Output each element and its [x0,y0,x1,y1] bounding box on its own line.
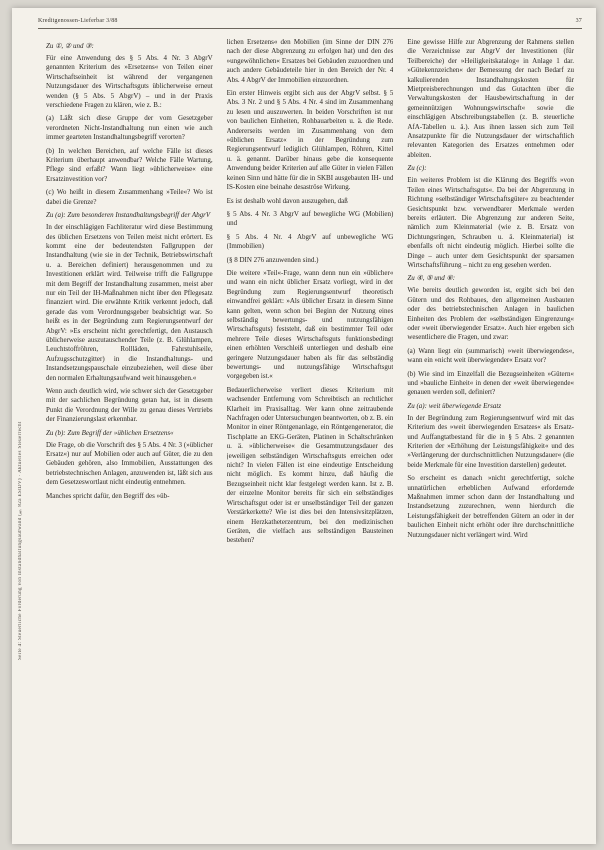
paragraph: Ein erster Hinweis ergibt sich aus der AbgrV selbst. § 5 Abs. 3 Nr. 2 und § 5 Abs. 4 Nr. 4 sind im Zusammenhang zu lesen und auszuwerten. In beiden Vorschriften ist nur von baulichen Einheiten, Rohbauarbeiten u. ä. die Rede. Andererseits werden im Zusammenhang von dem »üblichen Ersatz« in der Begründung zum Regierungsentwurf lediglich Glühlampen, Röhren, Kittel u. ä. genannt. Darüber hinaus gebe die konsequente Anwendung beider Kriterien auf alle Güter in vielen Fällen keinen Sinn und hätte für die in SKBI ausgebauten IH- und IS-Kosten eine beinahe desaströse Wirkung. [226,89,394,192]
paragraph: Ein weiteres Problem ist die Klärung des Begriffs »von Teilen eines Wirtschaftsguts«. Da bei der Abgrenzung in Richtung »selbständiger Wirtschaftsgüter« zu beachtender Gesichtspunkt bzw. verwendbarer Merkmale werden bereits erläutert. Die Abgrenzung zur anderen Seite, nämlich zum Kleinmaterial (wie z. B. Ersatz von Dichtungsringen, Schrauben u. ä. Kleinmaterial) ist ebenfalls oft nicht eindeutig möglich. Hierbei sollte die Dinge – auch unter dem Gesichtspunkt der sparsamen Wirtschaftsführung – nicht zu eng gesehen werden. [407,176,574,269]
running-head-title: Kreditgenossen-Lieferbar 3/88 [38,18,118,24]
paragraph: Die Frage, ob die Vorschrift des § 5 Abs. 4 Nr. 3 (»üblicher Ersatz«) nur auf Mobilien oder auch auf Güter, die zu den Gebäuden gehören, also Immobilien, Ausstattungen des betriebstechnischen Anlagen, anzuwenden ist, läßt sich aus dem Gesetzeswortlaut nicht eindeutig entnehmen. [46,440,213,487]
paragraph: Bedauerlicherweise verliert dieses Kriterium mit wachsender Entfernung vom Schreibtisch an rechtlicher Klarheit im Praxisalltag. Wer kann ohne zeitraubende Nachfragen oder Untersuchungen beantworten, ob z. B. ein Monitor in einer Röntgenanlage, ein Röntgengenerator, die Tischplatte an EKG-Geräten, Platinen in Schaltschränken u. ä. »üblicherweise« die Gesamtnutzungsdauer des jeweiligen selbständigen Wirtschaftsguts erreichen oder nicht? In vielen Fällen ist eine eindeutige Entscheidung nicht möglich. Es kommt hinzu, daß häufig die Bezugseinheit nicht klar festgelegt werden kann. Ist z. B. der einzelne Monitor bereits für sich ein selbständiges Wirtschaftsgut oder ist er unselbständiger Teil der ganzen Verstärkerkette? Wie ist dies bei den Intensivsitzplätzen, einem Herzkatheterzentrum, bei den medizinischen Geräten, die vielfach aus selbständigen Bausteinen bestehen? [226,385,394,545]
paragraph: Manches spricht dafür, den Begriff des »üb- [46,491,170,500]
list-item: (b) Wie sind im Einzelfall die Bezugseinheiten »Gütern« und »bauliche Einheit« in denen der »weit überwiegende« genauen werden soll, definiert? [407,369,574,397]
paragraph: Es ist deshalb wohl davon auszugehen, daß [226,196,348,205]
section-heading: Zu (a): Zum besonderen Instandhaltungsbegriff der AbgrV [46,211,211,220]
section-heading: Zu (c): [407,164,427,173]
column-2 [227,38,394,826]
list-item: (c) Wo heißt in diesem Zusammenhang »Teile«? Wo ist dabei die Grenze? [46,188,213,206]
running-head [38,18,582,24]
paragraph: Die weitere »Teil«-Frage, wann denn nun ein »üblicher« und wann ein nicht üblicher Ersatz vorliegt, wird in der Begründung zum Regierungsentwurf theoretisch einwandfrei geklärt: »Als üblicher Ersatz in diesem Sinne kann gelten, wenn schon bei Beginn der Nutzung eines selbständig bewertungs- und nutzungsfähigen Wirtschaftsguts) feststeht, daß ein bestimmter Teil oder mehrere Teile dieses Wirtschaftsguts funktionsbedingt einen erhöhten Verschleiß unterliegen und deshalb eine geringere Nutzungsdauer haben als für das selbständig bewertungs- und nutzungsfähige Wirtschaftsgut vorgegeben ist.« [226,268,394,381]
paragraph: In der einschlägigen Fachliteratur wird diese Bestimmung des üblichen Ersetzens von Teilen meist nicht erörtert. Es kommt eine der bedeutendsten Fallgruppen der Instandhaltung (wie sie in der Technik, Betriebswirtschaft u. a. Bereichen definiert) herausgenommen und zu Investitionen erklärt wird. Teilweise trifft die Fallgruppe mit dem Begriff der Instandhaltung zusammen, meist aber nur ein Teil der IH-Maßnahmen nicht über den Pflegesatz finanziert wird. Die erwähnte Kritik verkennt jedoch, daß gerade das vom Verordnungsgeber beabsichtigt war. So heißt es in der Begründung zum Regierungsentwurf der AbgrV: »Es erscheint nicht gerechtfertigt, den Austausch üblicherweise auszutauschender Teile (z. B. Glühlampen, Leuchtstoffröhren, Rollläden, Fahrstuhlseile, Aufzugsschutzgitter) in die Instandhaltungs- und Instandsetzungspauschale einzubeziehen, weil diese über den normalen Erhaltungsaufwand weit hinausgehen.« [46,223,213,382]
paragraph: lichen Ersetzens« den Mobilien (im Sinne der DIN 276 nach der diese Abgrenzung zu erfolgen hat) und den des »ungewöhnlichen« Ersatzes bei Gebäuden zuzuordnen und auch andere Gebäudeteile hier in den Bereich der Nr. 4 Abs. 4 AbgrV der Immobilien einzuordnen. [226,38,394,84]
section-heading: Zu ④, ⑤ und ⑥: [407,274,456,283]
paragraph: Für eine Anwendung des § 5 Abs. 4 Nr. 3 AbgrV genannten Kriterium des »Ersetzens« von Teilen einer Wirtschaftseinheit ist während der vergangenen Nutzungsdauer des Wirtschaftsguts üblicherweise erneut wenden (§ 5 Abs. 5 AbgrV) – und in der Praxis verschiedene Fragen zu klären, wie z. B.: [46,54,213,110]
list-item: (b) In welchen Bereichen, auf welche Fälle ist dieses Kriterium überhaupt anwendbar? Welche Fälle Wartung, Pflege sind erfaßt? Wann liegt »üblicherweise« eine Ersatzinvestition vor? [46,146,213,183]
page-number: 37 [575,18,582,24]
list-item: (a) Läßt sich diese Gruppe der vom Gesetzgeber verordneten Nicht-Instandhaltung nun einen wie auch immer gearteten Instandhaltungsbegriff verorten? [46,114,213,142]
paragraph: In der Begründung zum Regierungsentwurf wird mit das Kriterium des »weit überwiegenden Ersatzes« als Ersatz- und Auffangtatbestand für die in § 5 Abs. 2 genannten Kriterien der »Erhöhung der Leistungsfähigkeit« und des »Verlängerung der durchschnittlichen Nutzungsdauer« (die beide Merkmale für eine Investition darstellen) gedeutet. [407,413,574,469]
side-margin-note: Seite 4: Steuerliche Förderung von Instandhaltungsaufwand (§ 82a EStDV) · Aktuelles Steuerrecht [18,421,23,660]
paragraph: Wenn auch deutlich wird, wie schwer sich der Gesetzgeber mit der sachlichen Begründung getan hat, ist in diesem Punkt die Verordnung der Wille zu genau dieses Vertriebs der Finanzierungslast erkennbar. [46,387,213,424]
paragraph: So erscheint es danach »nicht gerechtfertigt, solche unnatürlichen erheblichen Aufwand erfordernde Maßnahmen immer schon dann der Instandhaltung und Instandsetzung zuzurechnen, wenn hierdurch die Leistungsfähigkeit der betreffenden Gütern an oder in der baulichen Einheit nicht erhöht oder ihre durchschnittliche Nutzungsdauer nicht verlängert wird. Wird [407,474,574,539]
document-page [12,8,596,844]
list-item: § 5 Abs. 4 Nr. 4 AbgrV auf unbewegliche WG (Immobilien) [226,232,394,251]
column-1 [46,38,213,826]
header-rule [38,28,582,29]
list-item: (§ 8 DIN 276 anzuwenden sind.) [226,255,319,264]
list-item: (a) Wann liegt ein (summarisch) »weit überwiegendes«, wann ein »nicht weit überwiegender« Ersatz vor? [407,346,574,365]
list-item: § 5 Abs. 4 Nr. 3 AbgrV auf bewegliche WG (Mobilien) und [226,209,394,228]
section-heading: Zu (a): weit überwiegende Ersatz [407,401,502,410]
text-columns [46,38,574,826]
section-heading: Zu ①, ② und ③: [46,42,94,50]
paragraph: Wie bereits deutlich geworden ist, ergibt sich bei den Gütern und des Rohbaues, den allgemeinen Ausbauten oder des betriebstechnischen Anlagen in baulichen Einheiten des Problem der »selbständigen Eingrenzung« oder »weit überwiegender Ersatz«. Auch hier ergeben sich wesentlichere die Fragen, und zwar: [407,286,574,342]
column-3 [407,38,574,826]
paragraph: Eine gewisse Hilfe zur Abgrenzung der Rahmens stellen die Verzeichnisse zur AbgrV der Investitionen (für Teilbereiche) der »Heiligkeitskatalog« in Anlage 1 dar. »Gütekennzeichen« der Bemessung der nach Bedarf zu kalkulierenden Instandhaltungskosten für Mietpreisberechnungen und das Gutachten über die Verwaltungskosten der Hausbewirtschaftung in der gemeinnützigen Wohnungswirtschaft« sowie die einschlägigen Abschreibungstabellen (z. B. steuerliche AfA-Tabellen u. ä.). Aus ihnen lassen sich zum Teil Ansatzpunkte für die Nutzungsdauer der wirtschaftlich relevanten Kategorien des Ersatzes entnehmen oder ableiten. [407,38,574,159]
section-heading: Zu (b): Zum Begriff der »üblichen Ersetzens« [46,428,174,437]
